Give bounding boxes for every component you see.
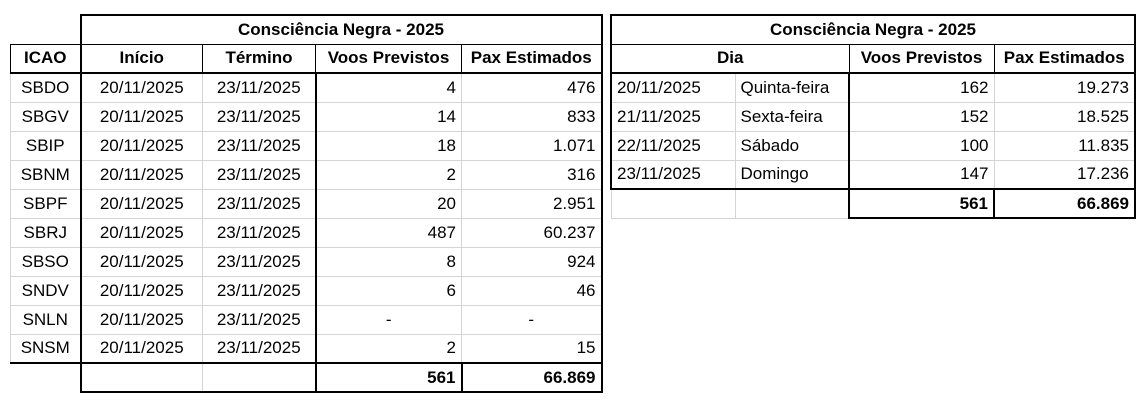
- pax-cell: 476: [462, 73, 602, 102]
- date-cell: 22/11/2025: [611, 131, 735, 160]
- icao-cell: SBIP: [11, 131, 81, 160]
- termino-cell: 23/11/2025: [203, 305, 316, 334]
- pax-cell: 924: [462, 247, 602, 276]
- pax-cell: 18.525: [994, 102, 1135, 131]
- icao-cell: SBRJ: [11, 218, 81, 247]
- voos-cell: 100: [849, 131, 994, 160]
- voos-cell: 487: [316, 218, 462, 247]
- termino-cell: 23/11/2025: [203, 73, 316, 102]
- icao-cell: SNLN: [11, 305, 81, 334]
- header-termino: Término: [203, 44, 316, 73]
- total-pax: 66.869: [462, 363, 602, 392]
- header-voos-previstos: Voos Previstos: [316, 44, 462, 73]
- weekday-cell: Quinta-feira: [735, 73, 849, 102]
- table-row: [11, 102, 602, 131]
- empty-cell: [611, 189, 735, 218]
- date-cell: 20/11/2025: [611, 73, 735, 102]
- inicio-cell: 20/11/2025: [81, 247, 203, 276]
- table-row: [611, 73, 1135, 102]
- date-cell: 23/11/2025: [611, 160, 735, 189]
- termino-cell: 23/11/2025: [203, 160, 316, 189]
- voos-cell: 14: [316, 102, 462, 131]
- voos-cell: 147: [849, 160, 994, 189]
- pax-cell: 17.236: [994, 160, 1135, 189]
- header-pax-estimados: Pax Estimados: [994, 44, 1135, 73]
- total-voos: 561: [849, 189, 994, 218]
- inicio-cell: 20/11/2025: [81, 131, 203, 160]
- inicio-cell: 20/11/2025: [81, 189, 203, 218]
- pax-cell: -: [462, 305, 602, 334]
- inicio-cell: 20/11/2025: [81, 276, 203, 305]
- header-dia: Dia: [611, 44, 849, 73]
- pax-cell: 15: [462, 334, 602, 363]
- inicio-cell: 20/11/2025: [81, 160, 203, 189]
- icao-cell: SBDO: [11, 73, 81, 102]
- icao-cell: SBSO: [11, 247, 81, 276]
- icao-cell: SNSM: [11, 334, 81, 363]
- voos-cell: 4: [316, 73, 462, 102]
- airport-flights-table: [10, 14, 603, 393]
- weekday-cell: Sábado: [735, 131, 849, 160]
- table-row: [11, 305, 602, 334]
- voos-cell: 20: [316, 189, 462, 218]
- table-title: Consciência Negra - 2025: [611, 15, 1135, 44]
- inicio-cell: 20/11/2025: [81, 218, 203, 247]
- pax-cell: 46: [462, 276, 602, 305]
- icao-cell: SBNM: [11, 160, 81, 189]
- icao-cell: SBPF: [11, 189, 81, 218]
- voos-cell: 152: [849, 102, 994, 131]
- icao-cell: SNDV: [11, 276, 81, 305]
- table-row: [611, 131, 1135, 160]
- empty-cell: [11, 363, 81, 392]
- table-title: Consciência Negra - 2025: [81, 15, 602, 44]
- pax-cell: 316: [462, 160, 602, 189]
- voos-cell: 18: [316, 131, 462, 160]
- total-pax: 66.869: [994, 189, 1135, 218]
- inicio-cell: 20/11/2025: [81, 102, 203, 131]
- table-row: [11, 189, 602, 218]
- table-row: [11, 247, 602, 276]
- empty-cell: [203, 363, 316, 392]
- inicio-cell: 20/11/2025: [81, 73, 203, 102]
- header-icao: ICAO: [11, 44, 81, 73]
- voos-cell: 8: [316, 247, 462, 276]
- pax-cell: 833: [462, 102, 602, 131]
- empty-cell: [81, 363, 203, 392]
- table-row: [611, 102, 1135, 131]
- total-voos: 561: [316, 363, 462, 392]
- weekday-cell: Domingo: [735, 160, 849, 189]
- voos-cell: 2: [316, 160, 462, 189]
- pax-cell: 2.951: [462, 189, 602, 218]
- table-row: [11, 334, 602, 363]
- table-row: [11, 131, 602, 160]
- table-row: [11, 160, 602, 189]
- voos-cell: 6: [316, 276, 462, 305]
- header-pax-estimados: Pax Estimados: [462, 44, 602, 73]
- pax-cell: 1.071: [462, 131, 602, 160]
- table-row: [611, 160, 1135, 189]
- inicio-cell: 20/11/2025: [81, 334, 203, 363]
- termino-cell: 23/11/2025: [203, 334, 316, 363]
- voos-cell: 162: [849, 73, 994, 102]
- termino-cell: 23/11/2025: [203, 276, 316, 305]
- daily-flights-table: [610, 14, 1136, 219]
- header-inicio: Início: [81, 44, 203, 73]
- termino-cell: 23/11/2025: [203, 102, 316, 131]
- termino-cell: 23/11/2025: [203, 247, 316, 276]
- header-voos-previstos: Voos Previstos: [849, 44, 994, 73]
- pax-cell: 11.835: [994, 131, 1135, 160]
- icao-cell: SBGV: [11, 102, 81, 131]
- empty-cell: [735, 189, 849, 218]
- date-cell: 21/11/2025: [611, 102, 735, 131]
- voos-cell: -: [316, 305, 462, 334]
- table-row: [11, 276, 602, 305]
- weekday-cell: Sexta-feira: [735, 102, 849, 131]
- inicio-cell: 20/11/2025: [81, 305, 203, 334]
- termino-cell: 23/11/2025: [203, 189, 316, 218]
- pax-cell: 19.273: [994, 73, 1135, 102]
- termino-cell: 23/11/2025: [203, 218, 316, 247]
- table-row: [11, 218, 602, 247]
- pax-cell: 60.237: [462, 218, 602, 247]
- table-row: [11, 73, 602, 102]
- termino-cell: 23/11/2025: [203, 131, 316, 160]
- empty-corner-cell: [11, 15, 81, 44]
- voos-cell: 2: [316, 334, 462, 363]
